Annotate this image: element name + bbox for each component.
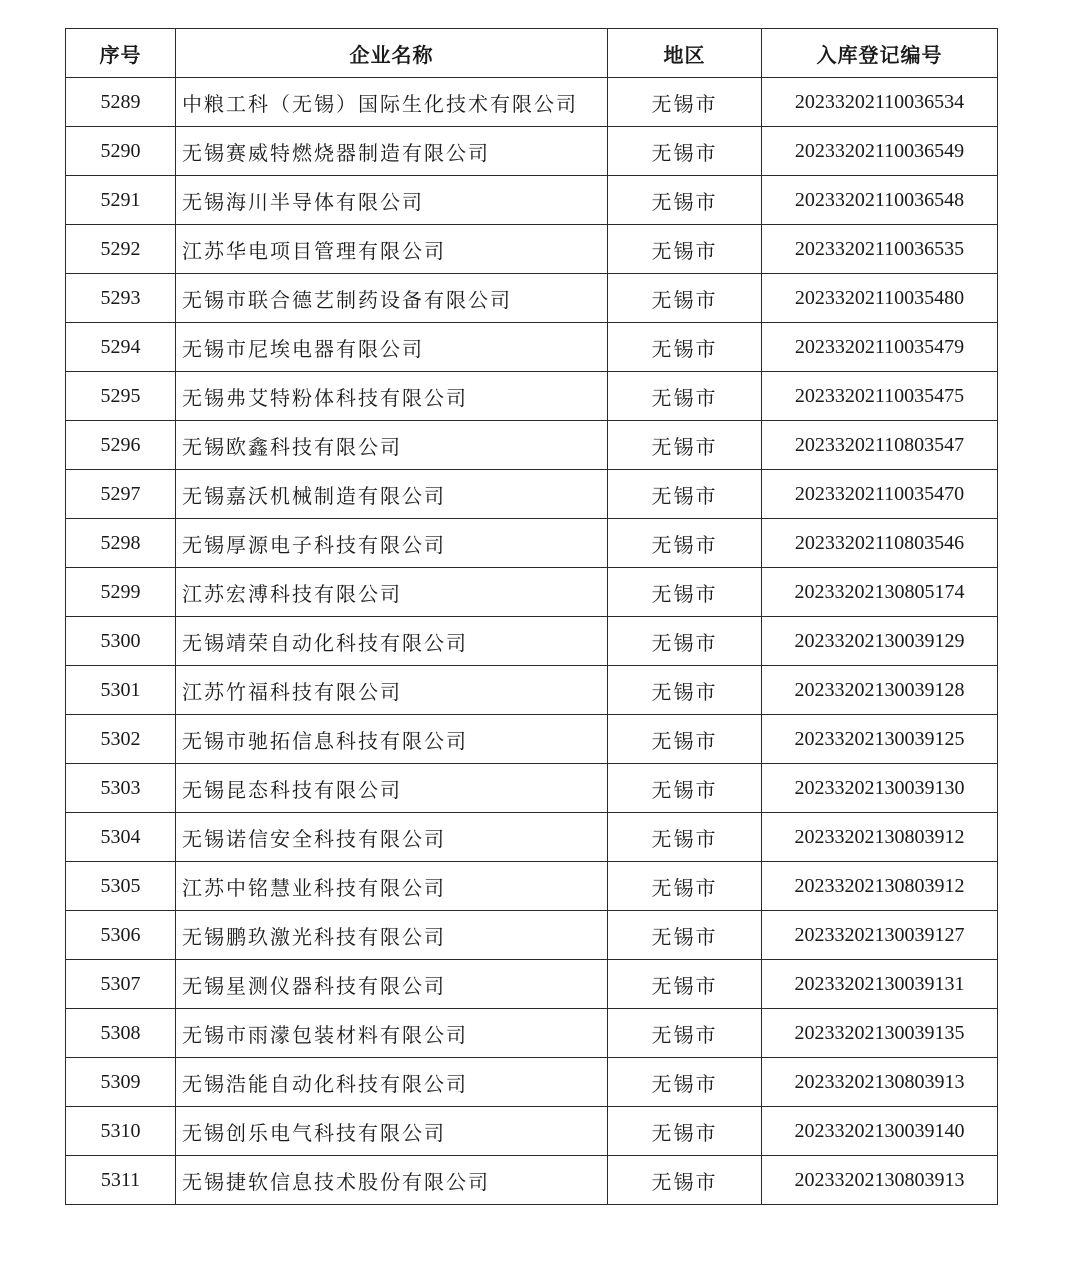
cell-registration-number: 20233202130803912 bbox=[762, 862, 998, 911]
table-row bbox=[66, 911, 998, 960]
cell-enterprise-name: 无锡鹏玖激光科技有限公司 bbox=[176, 911, 608, 960]
enterprise-registry-sheet bbox=[65, 28, 997, 1205]
enterprise-registry-table bbox=[65, 28, 998, 1205]
cell-enterprise-name: 无锡赛威特燃烧器制造有限公司 bbox=[176, 127, 608, 176]
cell-enterprise-name: 无锡市尼埃电器有限公司 bbox=[176, 323, 608, 372]
cell-registration-number: 20233202110035480 bbox=[762, 274, 998, 323]
cell-region: 无锡市 bbox=[608, 862, 762, 911]
cell-region: 无锡市 bbox=[608, 666, 762, 715]
cell-serial-number: 5305 bbox=[66, 862, 176, 911]
header-region: 地区 bbox=[608, 29, 762, 78]
cell-serial-number: 5302 bbox=[66, 715, 176, 764]
cell-enterprise-name: 无锡市联合德艺制药设备有限公司 bbox=[176, 274, 608, 323]
cell-registration-number: 20233202110036535 bbox=[762, 225, 998, 274]
cell-registration-number: 20233202130803912 bbox=[762, 813, 998, 862]
cell-serial-number: 5307 bbox=[66, 960, 176, 1009]
cell-serial-number: 5289 bbox=[66, 78, 176, 127]
cell-region: 无锡市 bbox=[608, 568, 762, 617]
cell-enterprise-name: 无锡捷软信息技术股份有限公司 bbox=[176, 1156, 608, 1205]
cell-serial-number: 5294 bbox=[66, 323, 176, 372]
table-row bbox=[66, 1009, 998, 1058]
cell-enterprise-name: 江苏竹福科技有限公司 bbox=[176, 666, 608, 715]
cell-enterprise-name: 江苏中铭慧业科技有限公司 bbox=[176, 862, 608, 911]
cell-region: 无锡市 bbox=[608, 960, 762, 1009]
table-row bbox=[66, 568, 998, 617]
cell-registration-number: 20233202110035475 bbox=[762, 372, 998, 421]
cell-enterprise-name: 江苏宏溥科技有限公司 bbox=[176, 568, 608, 617]
cell-region: 无锡市 bbox=[608, 225, 762, 274]
cell-serial-number: 5304 bbox=[66, 813, 176, 862]
cell-serial-number: 5310 bbox=[66, 1107, 176, 1156]
cell-registration-number: 20233202110036548 bbox=[762, 176, 998, 225]
cell-serial-number: 5291 bbox=[66, 176, 176, 225]
cell-registration-number: 20233202110036549 bbox=[762, 127, 998, 176]
table-row bbox=[66, 764, 998, 813]
cell-registration-number: 20233202130039127 bbox=[762, 911, 998, 960]
cell-serial-number: 5308 bbox=[66, 1009, 176, 1058]
table-row bbox=[66, 127, 998, 176]
cell-region: 无锡市 bbox=[608, 617, 762, 666]
header-registration-number: 入库登记编号 bbox=[762, 29, 998, 78]
cell-region: 无锡市 bbox=[608, 274, 762, 323]
cell-enterprise-name: 无锡浩能自动化科技有限公司 bbox=[176, 1058, 608, 1107]
table-row bbox=[66, 617, 998, 666]
cell-region: 无锡市 bbox=[608, 176, 762, 225]
cell-registration-number: 20233202110803546 bbox=[762, 519, 998, 568]
cell-registration-number: 20233202130039131 bbox=[762, 960, 998, 1009]
cell-registration-number: 20233202130039135 bbox=[762, 1009, 998, 1058]
header-enterprise-name: 企业名称 bbox=[176, 29, 608, 78]
cell-registration-number: 20233202130805174 bbox=[762, 568, 998, 617]
cell-registration-number: 20233202110036534 bbox=[762, 78, 998, 127]
cell-serial-number: 5293 bbox=[66, 274, 176, 323]
table-row bbox=[66, 421, 998, 470]
cell-region: 无锡市 bbox=[608, 519, 762, 568]
cell-region: 无锡市 bbox=[608, 764, 762, 813]
cell-region: 无锡市 bbox=[608, 715, 762, 764]
cell-enterprise-name: 无锡市雨濛包装材料有限公司 bbox=[176, 1009, 608, 1058]
table-row bbox=[66, 1107, 998, 1156]
table-row bbox=[66, 813, 998, 862]
table-body bbox=[66, 78, 998, 1205]
cell-registration-number: 20233202110803547 bbox=[762, 421, 998, 470]
table-row bbox=[66, 78, 998, 127]
table-row bbox=[66, 225, 998, 274]
cell-region: 无锡市 bbox=[608, 1107, 762, 1156]
cell-registration-number: 20233202110035479 bbox=[762, 323, 998, 372]
table-row bbox=[66, 1058, 998, 1107]
cell-registration-number: 20233202130039125 bbox=[762, 715, 998, 764]
cell-registration-number: 20233202130039140 bbox=[762, 1107, 998, 1156]
cell-enterprise-name: 无锡靖荣自动化科技有限公司 bbox=[176, 617, 608, 666]
cell-registration-number: 20233202130039130 bbox=[762, 764, 998, 813]
cell-serial-number: 5297 bbox=[66, 470, 176, 519]
cell-enterprise-name: 无锡创乐电气科技有限公司 bbox=[176, 1107, 608, 1156]
cell-region: 无锡市 bbox=[608, 1058, 762, 1107]
cell-registration-number: 20233202130039128 bbox=[762, 666, 998, 715]
cell-serial-number: 5292 bbox=[66, 225, 176, 274]
cell-region: 无锡市 bbox=[608, 323, 762, 372]
cell-serial-number: 5306 bbox=[66, 911, 176, 960]
cell-region: 无锡市 bbox=[608, 470, 762, 519]
cell-serial-number: 5300 bbox=[66, 617, 176, 666]
cell-enterprise-name: 无锡昆态科技有限公司 bbox=[176, 764, 608, 813]
cell-serial-number: 5295 bbox=[66, 372, 176, 421]
cell-enterprise-name: 无锡海川半导体有限公司 bbox=[176, 176, 608, 225]
cell-enterprise-name: 无锡嘉沃机械制造有限公司 bbox=[176, 470, 608, 519]
cell-enterprise-name: 无锡市驰拓信息科技有限公司 bbox=[176, 715, 608, 764]
table-row bbox=[66, 666, 998, 715]
cell-serial-number: 5290 bbox=[66, 127, 176, 176]
cell-region: 无锡市 bbox=[608, 1156, 762, 1205]
table-header bbox=[66, 29, 998, 78]
table-row bbox=[66, 960, 998, 1009]
cell-region: 无锡市 bbox=[608, 813, 762, 862]
cell-serial-number: 5309 bbox=[66, 1058, 176, 1107]
table-row bbox=[66, 470, 998, 519]
cell-region: 无锡市 bbox=[608, 127, 762, 176]
table-row bbox=[66, 862, 998, 911]
cell-registration-number: 20233202130803913 bbox=[762, 1156, 998, 1205]
cell-region: 无锡市 bbox=[608, 911, 762, 960]
cell-serial-number: 5299 bbox=[66, 568, 176, 617]
cell-registration-number: 20233202130039129 bbox=[762, 617, 998, 666]
cell-registration-number: 20233202110035470 bbox=[762, 470, 998, 519]
table-row bbox=[66, 1156, 998, 1205]
table-row bbox=[66, 372, 998, 421]
cell-enterprise-name: 无锡星测仪器科技有限公司 bbox=[176, 960, 608, 1009]
cell-serial-number: 5298 bbox=[66, 519, 176, 568]
cell-serial-number: 5303 bbox=[66, 764, 176, 813]
cell-region: 无锡市 bbox=[608, 1009, 762, 1058]
header-row bbox=[66, 29, 998, 78]
cell-serial-number: 5301 bbox=[66, 666, 176, 715]
table-row bbox=[66, 715, 998, 764]
cell-serial-number: 5311 bbox=[66, 1156, 176, 1205]
cell-enterprise-name: 中粮工科（无锡）国际生化技术有限公司 bbox=[176, 78, 608, 127]
cell-enterprise-name: 无锡欧鑫科技有限公司 bbox=[176, 421, 608, 470]
table-row bbox=[66, 176, 998, 225]
table-row bbox=[66, 323, 998, 372]
cell-serial-number: 5296 bbox=[66, 421, 176, 470]
table-row bbox=[66, 274, 998, 323]
cell-region: 无锡市 bbox=[608, 372, 762, 421]
cell-registration-number: 20233202130803913 bbox=[762, 1058, 998, 1107]
cell-region: 无锡市 bbox=[608, 78, 762, 127]
cell-enterprise-name: 无锡诺信安全科技有限公司 bbox=[176, 813, 608, 862]
cell-enterprise-name: 无锡弗艾特粉体科技有限公司 bbox=[176, 372, 608, 421]
cell-region: 无锡市 bbox=[608, 421, 762, 470]
table-row bbox=[66, 519, 998, 568]
header-serial-number: 序号 bbox=[66, 29, 176, 78]
cell-enterprise-name: 江苏华电项目管理有限公司 bbox=[176, 225, 608, 274]
cell-enterprise-name: 无锡厚源电子科技有限公司 bbox=[176, 519, 608, 568]
